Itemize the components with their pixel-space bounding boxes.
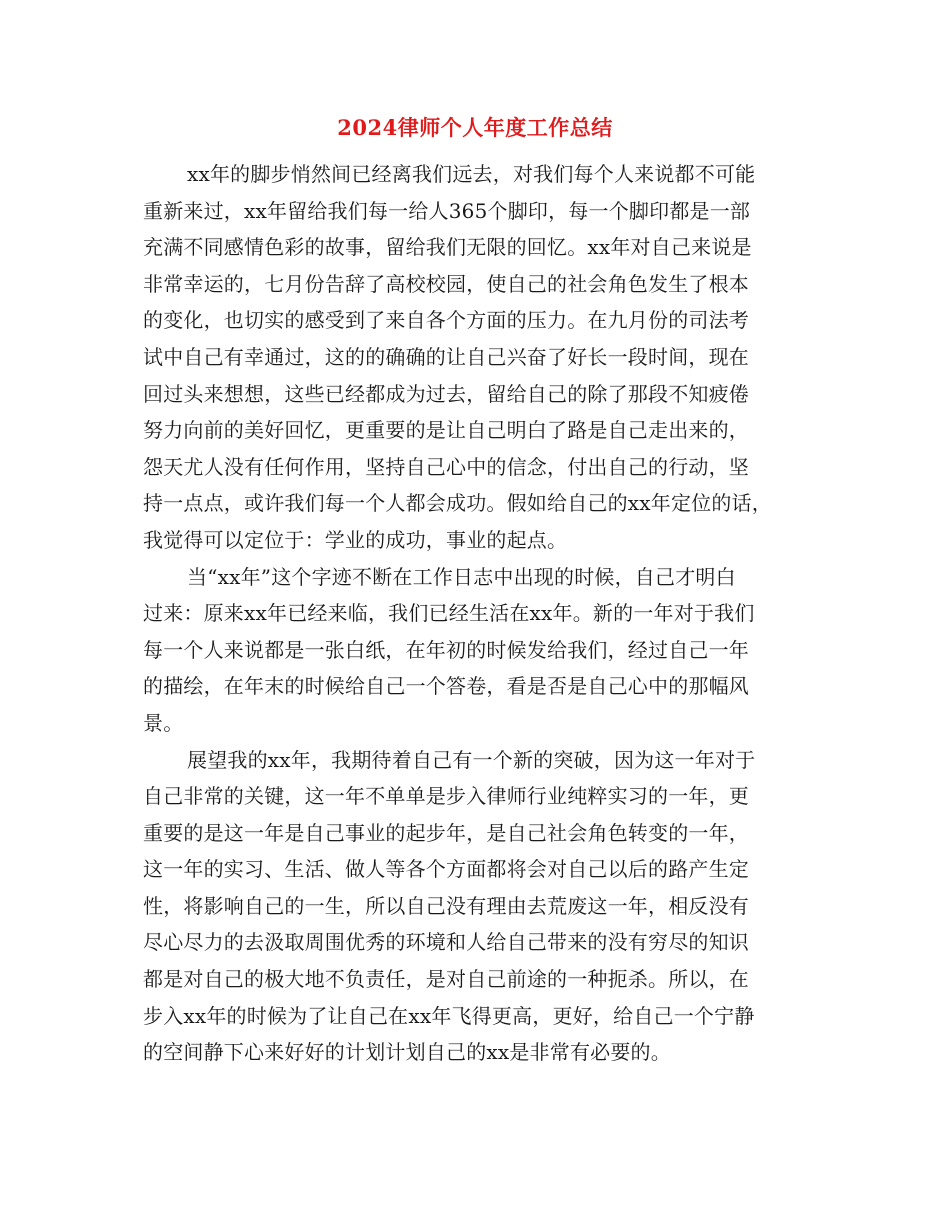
paragraph-line: 我觉得可以定位于：学业的成功，事业的起点。 [143, 527, 568, 552]
paragraph-line: 试中自己有幸通过，这的的确确的让自己兴奋了好长一段时间，现在 [143, 344, 749, 369]
paragraph-line: 怨天尤人没有任何作用，坚持自己心中的信念，付出自己的行动，坚 [143, 454, 749, 479]
paragraph-1 [143, 156, 815, 559]
paragraph-line: 持一点点，或许我们每一个人都会成功。假如给自己的xx年定位的话， [143, 491, 772, 516]
paragraph-line: 自己非常的关键，这一年不单单是步入律师行业纯粹实习的一年，更 [143, 784, 749, 809]
paragraph-3 [143, 742, 815, 1071]
paragraph-line: 的空间静下心来好好的计划计划自己的xx是非常有必要的。 [143, 1040, 671, 1065]
paragraph-line: 重新来过，xx年留给我们每一给人365个脚印，每一个脚印都是一部 [143, 198, 751, 223]
paragraph-line: 努力向前的美好回忆，更重要的是让自己明白了路是自己走出来的， [143, 418, 749, 443]
paragraph-line: 尽心尽力的去汲取周围优秀的环境和人给自己带来的没有穷尽的知识 [143, 930, 749, 955]
paragraph-line: 的描绘，在年末的时候给自己一个答卷，看是否是自己心中的那幅风 [143, 674, 749, 699]
paragraph-line: 充满不同感情色彩的故事，留给我们无限的回忆。xx年对自己来说是 [143, 235, 752, 260]
paragraph-line: 当“xx年”这个字迹不断在工作日志中出现的时候，自己才明白 [187, 564, 736, 589]
paragraph-line: 回过头来想想，这些已经都成为过去，留给自己的除了那段不知疲倦 [143, 381, 749, 406]
paragraph-line: 过来：原来xx年已经来临，我们已经生活在xx年。新的一年对于我们 [143, 601, 755, 626]
paragraph-line: 都是对自己的极大地不负责任，是对自己前途的一种扼杀。所以，在 [143, 967, 749, 992]
paragraph-line: 这一年的实习、生活、做人等各个方面都将会对自己以后的路产生定 [143, 857, 749, 882]
paragraph-line: 每一个人来说都是一张白纸，在年初的时候发给我们，经过自己一年 [143, 637, 749, 662]
document-body [143, 156, 815, 1071]
paragraph-line: 步入xx年的时候为了让自己在xx年飞得更高，更好，给自己一个宁静 [143, 1003, 755, 1028]
paragraph-line: 展望我的xx年，我期待着自己有一个新的突破，因为这一年对于 [187, 747, 756, 772]
paragraph-line: 的变化，也切实的感受到了来自各个方面的压力。在九月份的司法考 [143, 308, 749, 333]
paragraph-2 [143, 559, 815, 742]
paragraph-line: 景。 [143, 710, 184, 735]
paragraph-line: xx年的脚步悄然间已经离我们远去，对我们每个人来说都不可能 [187, 162, 756, 186]
document-title: 2024律师个人年度工作总结 [337, 115, 613, 140]
paragraph-line: 重要的是这一年是自己事业的起步年，是自己社会角色转变的一年， [143, 820, 749, 845]
paragraph-line: 性，将影响自己的一生，所以自己没有理由去荒废这一年，相反没有 [143, 893, 749, 918]
paragraph-line: 非常幸运的，七月份告辞了高校校园，使自己的社会角色发生了根本 [143, 271, 749, 296]
